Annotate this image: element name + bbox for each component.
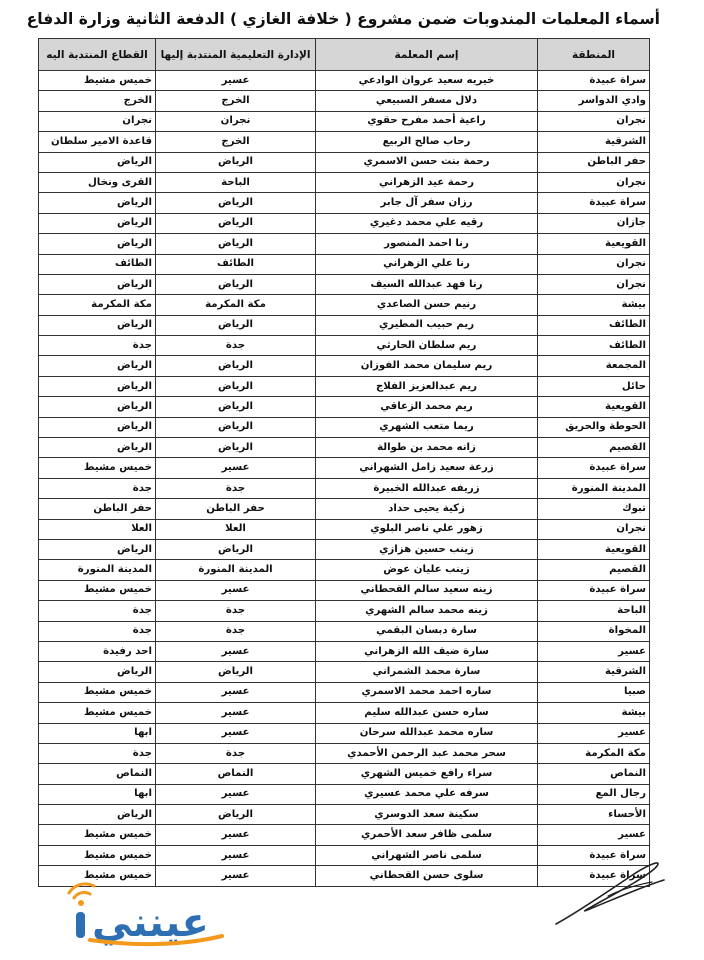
cell-admin: نجران <box>156 111 316 131</box>
cell-admin: الرياض <box>156 315 316 335</box>
table-row <box>39 723 650 743</box>
cell-admin: عسير <box>156 580 316 600</box>
cell-sector: خميس مشيط <box>39 682 156 702</box>
table-row <box>39 499 650 519</box>
cell-name: زكية يحيى حداد <box>316 499 538 519</box>
cell-region: تبوك <box>538 499 650 519</box>
table-row <box>39 213 650 233</box>
cell-region: الباحة <box>538 601 650 621</box>
cell-name: زرعة سعيد زامل الشهراني <box>316 458 538 478</box>
cell-admin: جدة <box>156 478 316 498</box>
cell-admin: الطائف <box>156 254 316 274</box>
cell-admin: المدينة المنورة <box>156 560 316 580</box>
cell-sector: مكة المكرمة <box>39 295 156 315</box>
cell-name: ريما متعب الشهري <box>316 417 538 437</box>
cell-admin: عسير <box>156 71 316 91</box>
cell-sector: الرياض <box>39 662 156 682</box>
cell-name: ريم حبيب المطيري <box>316 315 538 335</box>
cell-sector: الرياض <box>39 152 156 172</box>
signature-scribble <box>548 850 668 930</box>
table-row <box>39 254 650 274</box>
cell-name: سارة دبسان البقمي <box>316 621 538 641</box>
cell-sector: الرياض <box>39 417 156 437</box>
cell-sector: العلا <box>39 519 156 539</box>
cell-admin: عسير <box>156 682 316 702</box>
cell-sector: قاعدة الامير سلطان <box>39 132 156 152</box>
cell-admin: جدة <box>156 601 316 621</box>
cell-sector: الرياض <box>39 274 156 294</box>
cell-admin: جدة <box>156 743 316 763</box>
cell-sector: خميس مشيط <box>39 866 156 886</box>
table-row <box>39 825 650 845</box>
cell-region: النماص <box>538 764 650 784</box>
cell-name: راعية أحمد مفرح حقوي <box>316 111 538 131</box>
table-row <box>39 336 650 356</box>
cell-sector: جدة <box>39 743 156 763</box>
cell-admin: الرياض <box>156 193 316 213</box>
cell-region: القويعية <box>538 397 650 417</box>
table-row <box>39 152 650 172</box>
cell-region: سراة عبيدة <box>538 580 650 600</box>
cell-region: عسير <box>538 641 650 661</box>
cell-name: رنا علي الزهراني <box>316 254 538 274</box>
document-title: أسماء المعلمات المندوبات ضمن مشروع ( خلافة الغازي ) الدفعة الثانية وزارة الدفاع <box>26 10 660 28</box>
table-row <box>39 172 650 192</box>
cell-sector: الرياض <box>39 376 156 396</box>
cell-sector: الرياض <box>39 193 156 213</box>
cell-name: سكينة سعد الدوسري <box>316 805 538 825</box>
cell-name: ساره حسن عبدالله سليم <box>316 703 538 723</box>
cell-name: رزان سفر آل جابر <box>316 193 538 213</box>
cell-admin: عسير <box>156 845 316 865</box>
cell-admin: عسير <box>156 458 316 478</box>
table-row <box>39 376 650 396</box>
table-row <box>39 478 650 498</box>
table-row <box>39 417 650 437</box>
cell-sector: الرياض <box>39 397 156 417</box>
cell-region: المخواة <box>538 621 650 641</box>
cell-name: ريم عبدالعزيز الفلاج <box>316 376 538 396</box>
cell-region: القويعية <box>538 539 650 559</box>
header-region: المنطقة <box>538 39 650 71</box>
cell-admin: الخرج <box>156 91 316 111</box>
cell-region: عسير <box>538 825 650 845</box>
cell-admin: الرياض <box>156 152 316 172</box>
cell-region: نجران <box>538 111 650 131</box>
cell-name: رحاب صالح الربيع <box>316 132 538 152</box>
cell-name: رنا فهد عبدالله السيف <box>316 274 538 294</box>
cell-sector: خميس مشيط <box>39 580 156 600</box>
cell-region: مكة المكرمة <box>538 743 650 763</box>
cell-name: زينه سعيد سالم القحطاني <box>316 580 538 600</box>
cell-admin: الرياض <box>156 539 316 559</box>
table-body <box>39 71 650 887</box>
cell-sector: النماص <box>39 764 156 784</box>
cell-sector: جدة <box>39 601 156 621</box>
table-row <box>39 234 650 254</box>
cell-region: سراة عبيدة <box>538 866 650 886</box>
cell-region: بيشة <box>538 295 650 315</box>
cell-sector: جدة <box>39 336 156 356</box>
table-row <box>39 397 650 417</box>
cell-region: حفر الباطن <box>538 152 650 172</box>
cell-name: سحر محمد عبد الرحمن الأحمدي <box>316 743 538 763</box>
table-row <box>39 539 650 559</box>
cell-admin: عسير <box>156 641 316 661</box>
cell-sector: الرياض <box>39 315 156 335</box>
cell-admin: الخرج <box>156 132 316 152</box>
table-row <box>39 641 650 661</box>
cell-sector: خميس مشيط <box>39 825 156 845</box>
table-row <box>39 682 650 702</box>
table-row <box>39 295 650 315</box>
cell-admin: عسير <box>156 784 316 804</box>
table-row <box>39 274 650 294</box>
cell-region: المدينة المنورة <box>538 478 650 498</box>
cell-admin: عسير <box>156 723 316 743</box>
cell-name: زهور علي ناصر البلوي <box>316 519 538 539</box>
cell-sector: ابها <box>39 723 156 743</box>
logo-wordmark: عينني <box>92 900 209 946</box>
cell-region: سراة عبيدة <box>538 71 650 91</box>
cell-region: نجران <box>538 172 650 192</box>
header-sector: القطاع المنتدبة اليه <box>39 39 156 71</box>
cell-name: سلمى ناصر الشهراني <box>316 845 538 865</box>
cell-sector: الرياض <box>39 356 156 376</box>
table-row <box>39 315 650 335</box>
table-row <box>39 356 650 376</box>
table-header-row <box>39 39 650 71</box>
cell-sector: جدة <box>39 478 156 498</box>
table-row <box>39 91 650 111</box>
cell-name: زريفه عبدالله الخبيرة <box>316 478 538 498</box>
cell-name: سلوى حسن القحطاني <box>316 866 538 886</box>
cell-region: الحوطة والحريق <box>538 417 650 437</box>
cell-sector: الرياض <box>39 438 156 458</box>
cell-name: ساره محمد عبدالله سرحان <box>316 723 538 743</box>
cell-name: سرفه علي محمد عسيري <box>316 784 538 804</box>
cell-admin: جدة <box>156 621 316 641</box>
table-row <box>39 580 650 600</box>
cell-admin: الرياض <box>156 438 316 458</box>
cell-name: ريم سلطان الحارثي <box>316 336 538 356</box>
cell-sector: نجران <box>39 111 156 131</box>
cell-name: ريم محمد الزعاقي <box>316 397 538 417</box>
cell-admin: جدة <box>156 336 316 356</box>
cell-name: خيريه سعيد عروان الوادعي <box>316 71 538 91</box>
cell-sector: ابها <box>39 784 156 804</box>
cell-region: الشرقية <box>538 132 650 152</box>
cell-region: حائل <box>538 376 650 396</box>
table-row <box>39 703 650 723</box>
cell-admin: مكة المكرمة <box>156 295 316 315</box>
cell-region: القصيم <box>538 560 650 580</box>
cell-name: رحمة بنت حسن الاسمري <box>316 152 538 172</box>
cell-region: القويعية <box>538 234 650 254</box>
cell-region: رجال المع <box>538 784 650 804</box>
cell-sector: الرياض <box>39 234 156 254</box>
cell-admin: الرياض <box>156 397 316 417</box>
cell-region: الطائف <box>538 336 650 356</box>
cell-sector: القرى ونخال <box>39 172 156 192</box>
cell-admin: عسير <box>156 866 316 886</box>
cell-sector: الخرج <box>39 91 156 111</box>
table-row <box>39 132 650 152</box>
cell-name: سلمى ظافر سعد الأحمري <box>316 825 538 845</box>
cell-sector: الرياض <box>39 539 156 559</box>
header-admin: الإدارة التعليمية المنتدبة إليها <box>156 39 316 71</box>
cell-region: نجران <box>538 519 650 539</box>
cell-sector: المدينة المنورة <box>39 560 156 580</box>
cell-name: ساره احمد محمد الاسمري <box>316 682 538 702</box>
cell-region: بيشة <box>538 703 650 723</box>
cell-admin: عسير <box>156 703 316 723</box>
cell-admin: الرياض <box>156 213 316 233</box>
table-row <box>39 621 650 641</box>
wifi-signal-icon <box>69 884 94 906</box>
cell-admin: الرياض <box>156 417 316 437</box>
cell-admin: الرياض <box>156 234 316 254</box>
cell-name: ريم سليمان محمد الفوزان <box>316 356 538 376</box>
cell-sector: خميس مشيط <box>39 703 156 723</box>
cell-name: رحمة عيد الزهراني <box>316 172 538 192</box>
table-row <box>39 743 650 763</box>
cell-admin: الرياض <box>156 662 316 682</box>
cell-sector: خميس مشيط <box>39 845 156 865</box>
cell-name: رنا احمد المنصور <box>316 234 538 254</box>
cell-region: سراة عبيدة <box>538 458 650 478</box>
cell-sector: خميس مشيط <box>39 71 156 91</box>
table-row <box>39 193 650 213</box>
cell-admin: النماص <box>156 764 316 784</box>
cell-admin: العلا <box>156 519 316 539</box>
cell-name: سراء رافع خميس الشهري <box>316 764 538 784</box>
cell-admin: الرياض <box>156 356 316 376</box>
header-name: إسم المعلمة <box>316 39 538 71</box>
cell-region: سراة عبيدة <box>538 845 650 865</box>
cell-region: صبيا <box>538 682 650 702</box>
cell-name: زينب عليان عوض <box>316 560 538 580</box>
table-row <box>39 560 650 580</box>
cell-sector: الرياض <box>39 213 156 233</box>
table-row <box>39 764 650 784</box>
cell-region: جازان <box>538 213 650 233</box>
cell-sector: خميس مشيط <box>39 458 156 478</box>
cell-sector: احد رفيدة <box>39 641 156 661</box>
cell-region: الأحساء <box>538 805 650 825</box>
cell-name: زينه محمد سالم الشهري <box>316 601 538 621</box>
cell-name: زينب حسين هزازي <box>316 539 538 559</box>
cell-sector: حفر الباطن <box>39 499 156 519</box>
cell-admin: الرياض <box>156 805 316 825</box>
cell-sector: جدة <box>39 621 156 641</box>
cell-name: سارة محمد الشمراني <box>316 662 538 682</box>
cell-name: رقيه علي محمد دغيري <box>316 213 538 233</box>
table-row <box>39 601 650 621</box>
cell-name: دلال مسفر السبيعي <box>316 91 538 111</box>
cell-region: الطائف <box>538 315 650 335</box>
table-row <box>39 111 650 131</box>
cell-admin: الباحة <box>156 172 316 192</box>
cell-region: الشرقية <box>538 662 650 682</box>
logo <box>62 878 262 948</box>
cell-region: القصيم <box>538 438 650 458</box>
table-row <box>39 71 650 91</box>
cell-name: رنيم حسن الصاعدي <box>316 295 538 315</box>
cell-region: نجران <box>538 254 650 274</box>
cell-region: نجران <box>538 274 650 294</box>
cell-name: سارة ضيف الله الزهراني <box>316 641 538 661</box>
cell-region: عسير <box>538 723 650 743</box>
cell-sector: الطائف <box>39 254 156 274</box>
cell-region: سراة عبيدة <box>538 193 650 213</box>
cell-admin: الرياض <box>156 274 316 294</box>
cell-sector: الرياض <box>39 805 156 825</box>
cell-admin: عسير <box>156 825 316 845</box>
cell-admin: الرياض <box>156 376 316 396</box>
table-row <box>39 784 650 804</box>
cell-admin: حفر الباطن <box>156 499 316 519</box>
table-row <box>39 805 650 825</box>
table-row <box>39 438 650 458</box>
cell-region: وادي الدواسر <box>538 91 650 111</box>
teachers-table <box>38 38 650 887</box>
cell-region: المجمعة <box>538 356 650 376</box>
table-row <box>39 458 650 478</box>
cell-name: زانه محمد بن طوالة <box>316 438 538 458</box>
table-row <box>39 519 650 539</box>
table-row <box>39 662 650 682</box>
